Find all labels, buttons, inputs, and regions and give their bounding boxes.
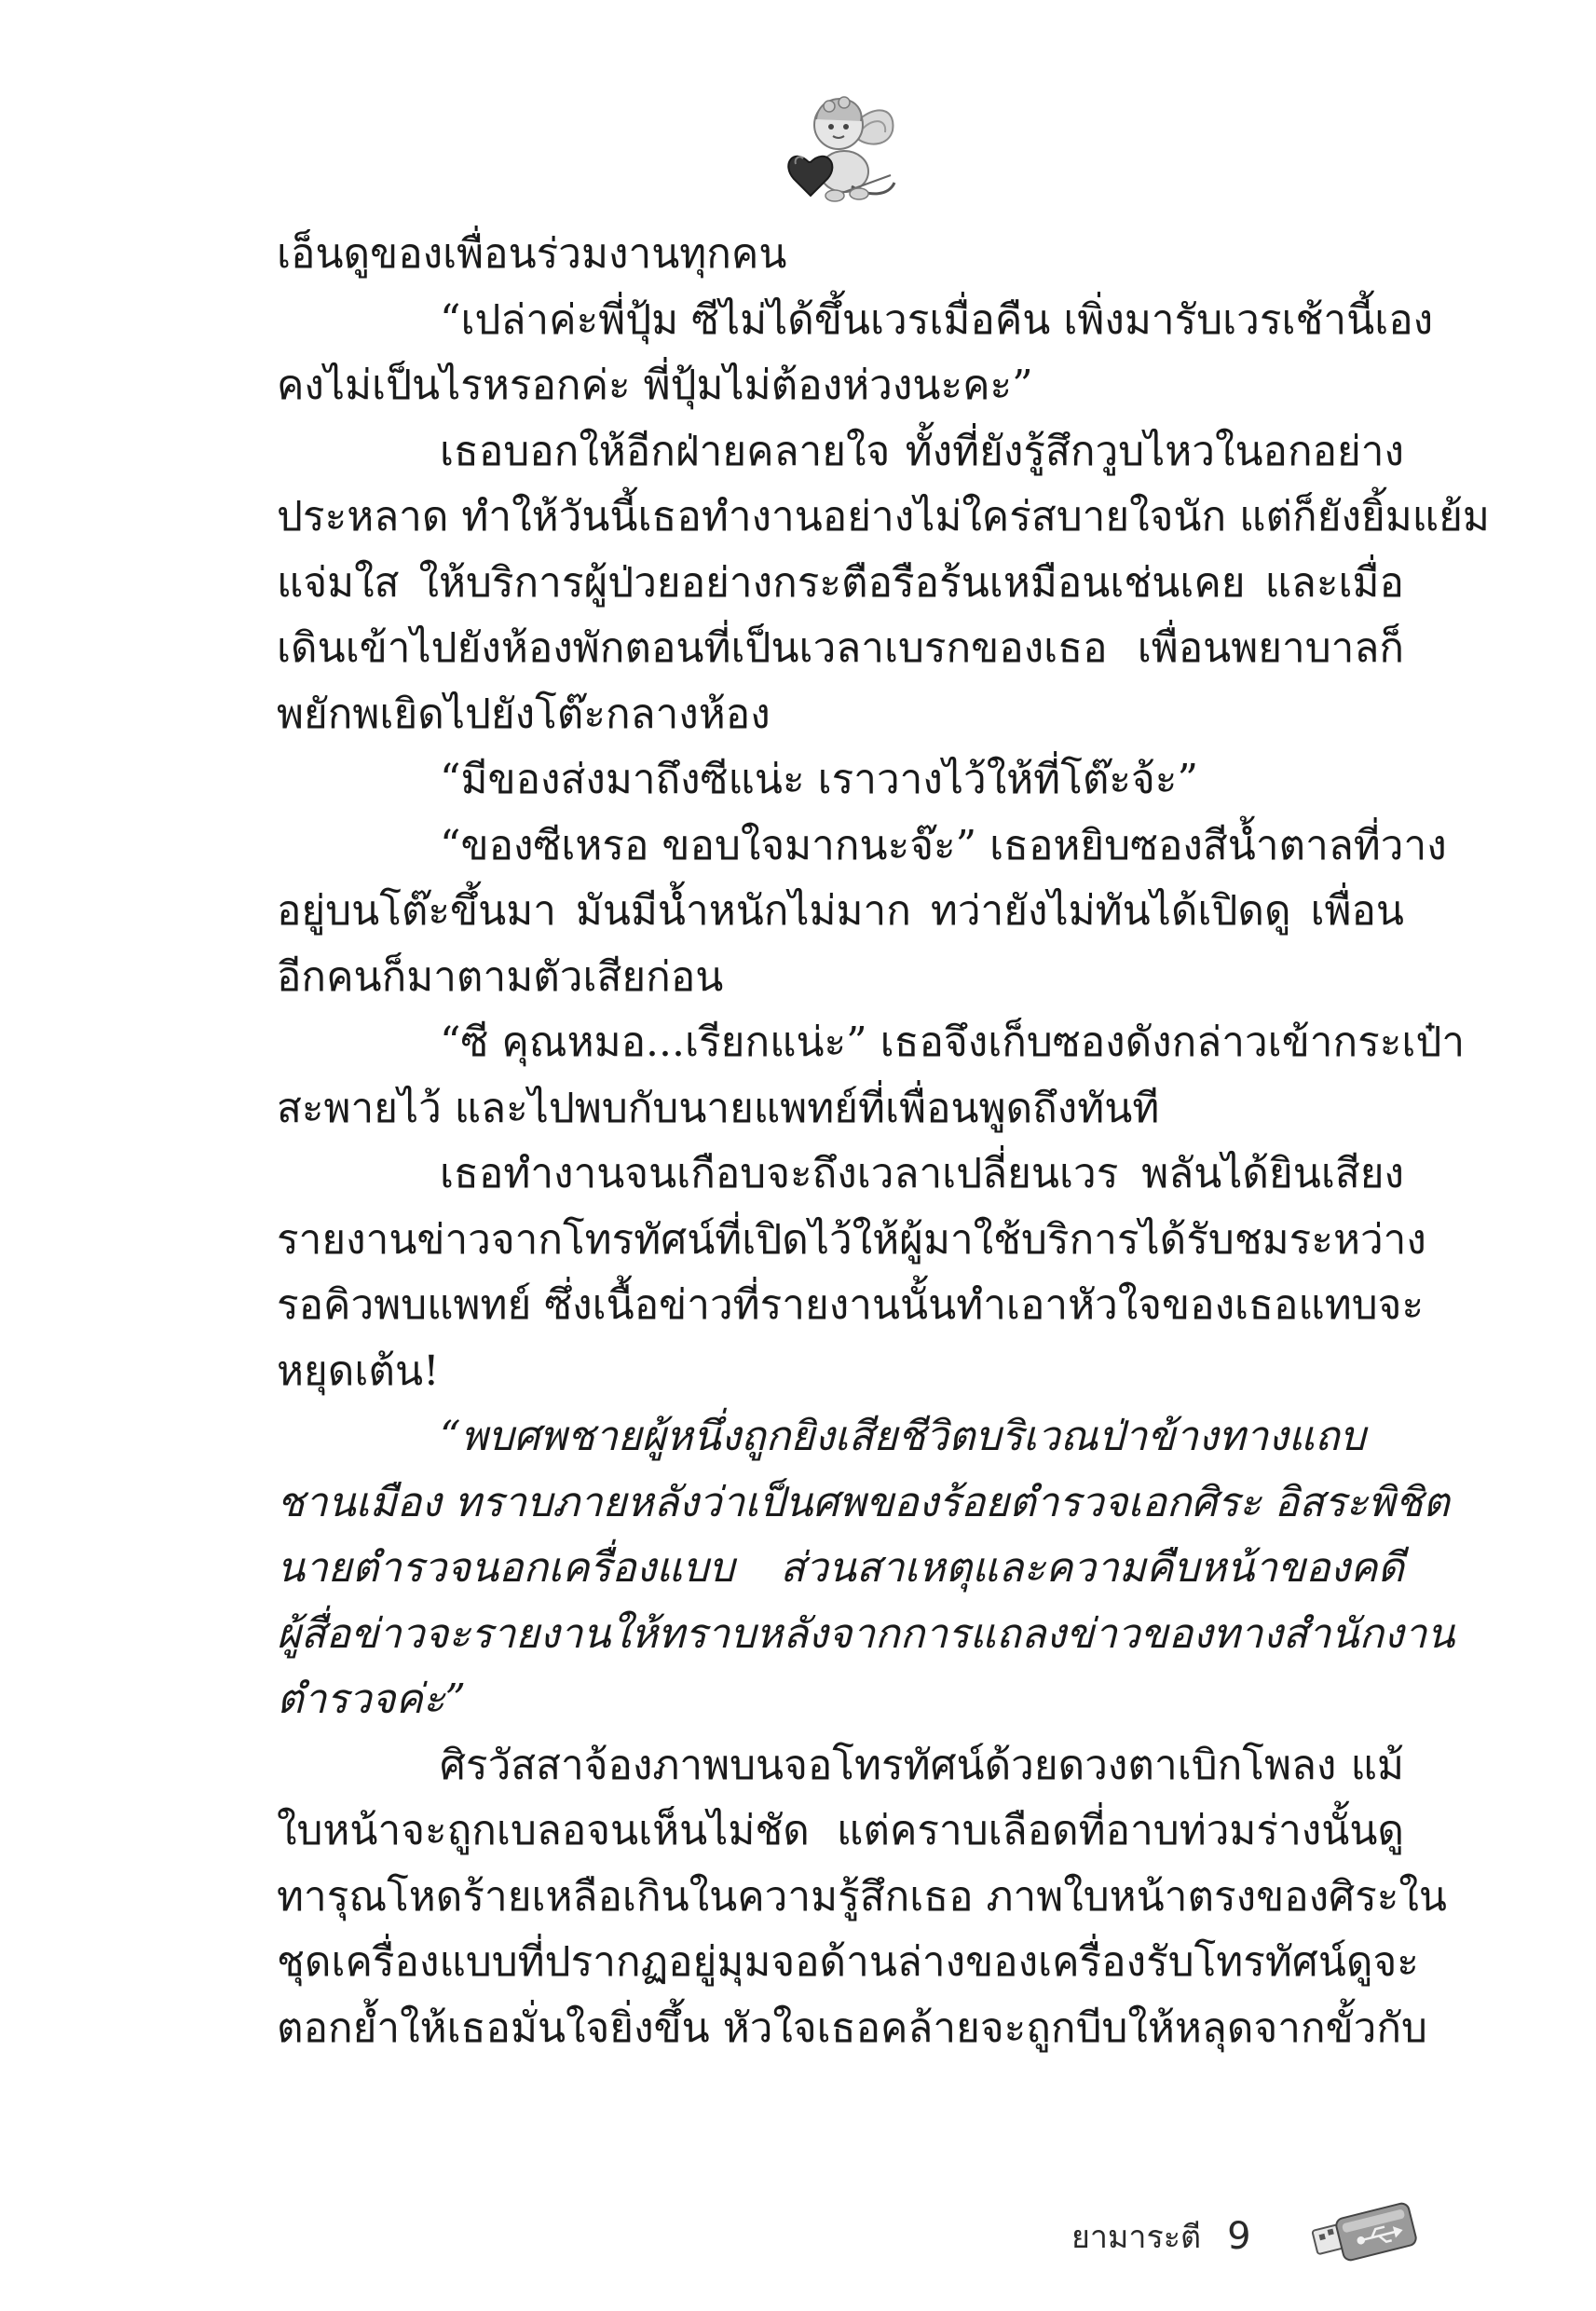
text-line: รอคิวพบแพทย์ ซึ่งเนื้อข่าวที่รายงานนั้นทำเอาหัวใจของเธอแทบจะ	[277, 1281, 1425, 1329]
text-line: ตำรวจค่ะ”	[277, 1675, 466, 1723]
text-line: สะพายไว้ และไปพบกับนายแพทย์ที่เพื่อนพูดถึงทันที	[277, 1084, 1160, 1132]
text-line: ทารุณโหดร้ายเหลือเกินในความรู้สึกเธอ ภาพใบหน้าตรงของศิระใน	[277, 1872, 1447, 1921]
text-line: เดินเข้าไปยังห้องพักตอนที่เป็นเวลาเบรกของเธอ เพื่อนพยาบาลก็	[277, 624, 1404, 672]
text-line: หยุดเต้น!	[277, 1347, 440, 1395]
text-line: พยักพเยิดไปยังโต๊ะกลางห้อง	[277, 690, 771, 738]
text-line: อีกคนก็มาตามตัวเสียก่อน	[277, 952, 724, 1001]
paragraph	[277, 814, 1447, 1011]
text-line: “มีของส่งมาถึงซีแน่ะ เราวางไว้ให้ที่โต๊ะจ้ะ”	[440, 756, 1198, 803]
text-line: เธอทำงานจนเกือบจะถึงเวลาเปลี่ยนเวร พลันได้ยินเสียง	[440, 1150, 1404, 1197]
text-line: “พบศพชายผู้หนึ่งถูกยิงเสียชีวิตบริเวณป่าข้างทางแถบ	[440, 1413, 1366, 1460]
paragraph	[277, 288, 1434, 419]
usb-flash-drive-icon	[1309, 2199, 1419, 2274]
page-number: 9	[1227, 2215, 1251, 2258]
text-line: เธอบอกให้อีกฝ่ายคลายใจ ทั้งที่ยังรู้สึกวูบไหวในอกอย่าง	[440, 427, 1404, 475]
text-line: เอ็นดูของเพื่อนร่วมงานทุกคน	[277, 230, 787, 278]
page-footer	[1071, 2208, 1419, 2264]
text-line: ชุดเครื่องแบบที่ปรากฏอยู่มุมจอด้านล่างของเครื่องรับโทรทัศน์ดูจะ	[277, 1938, 1419, 1986]
cupid-with-heart-icon	[773, 86, 904, 207]
text-line: รายงานข่าวจากโทรทัศน์ที่เปิดไว้ให้ผู้มาใช้บริการได้รับชมระหว่าง	[277, 1215, 1426, 1264]
text-line: ใบหน้าจะถูกเบลอจนเห็นไม่ชัด แต่คราบเลือดที่อาบท่วมร่างนั้นดู	[277, 1807, 1404, 1854]
text-line: ประหลาด ทำให้วันนี้เธอทำงานอย่างไม่ใคร่สบายใจนัก แต่ก็ยังยิ้มแย้ม	[277, 493, 1490, 540]
paragraph	[277, 222, 1404, 288]
paragraph	[277, 747, 1404, 814]
book-title: ยามาระตี	[1071, 2219, 1202, 2256]
text-line: ชานเมือง ทราบภายหลังว่าเป็นศพของร้อยตำรวจเอกศิระ อิสระพิชิต	[277, 1478, 1450, 1526]
text-line: ผู้สื่อข่าวจะรายงานให้ทราบหลังจากการแถลงข่าวของทางสำนักงาน	[277, 1609, 1455, 1658]
text-line: แจ่มใส ให้บริการผู้ป่วยอย่างกระตือรือร้นเหมือนเช่นเคย และเมื่อ	[277, 558, 1404, 607]
paragraph	[277, 419, 1490, 748]
text-line: ตอกย้ำให้เธอมั่นใจยิ่งขึ้น หัวใจเธอคล้ายจะถูกบีบให้หลุดจากขั้วกับ	[277, 2003, 1427, 2052]
text-line: “ซี คุณหมอ...เรียกแน่ะ” เธอจึงเก็บซองดังกล่าวเข้ากระเป๋า	[440, 1019, 1466, 1066]
text-line: ศิรวัสสาจ้องภาพบนจอโทรทัศน์ด้วยดวงตาเบิกโพลง แม้	[440, 1741, 1404, 1789]
text-line: “เปล่าค่ะพี่ปุ้ม ซีไม่ได้ขึ้นเวรเมื่อคืน เพิ่งมารับเวรเช้านี้เอง	[440, 295, 1434, 344]
text-line: นายตำรวจนอกเครื่องแบบ ส่วนสาเหตุและความคืบหน้าของคดี	[277, 1544, 1404, 1592]
story-text	[277, 222, 1490, 2061]
paragraph	[277, 1142, 1426, 1404]
paragraph	[277, 1733, 1447, 2062]
text-line: คงไม่เป็นไรหรอกค่ะ พี่ปุ้มไม่ต้องห่วงนะคะ”	[277, 362, 1033, 409]
text-line: อยู่บนโต๊ะขึ้นมา มันมีน้ำหนักไม่มาก ทว่ายังไม่ทันได้เปิดดู เพื่อน	[277, 887, 1404, 935]
text-line: “ของซีเหรอ ขอบใจมากนะจ๊ะ” เธอหยิบซองสีน้ำตาลที่วาง	[440, 821, 1447, 869]
paragraph	[277, 1404, 1455, 1733]
paragraph	[277, 1010, 1466, 1142]
